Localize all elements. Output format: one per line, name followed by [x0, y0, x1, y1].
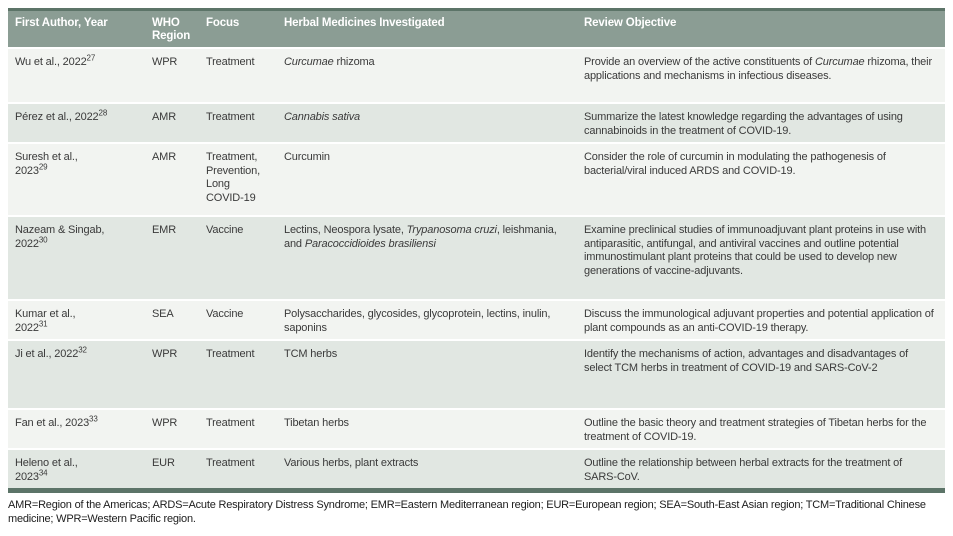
text-segment: Summarize the latest knowledge regarding the advantages of using cannabinoids in the treatment of COVID-19. — [584, 111, 903, 137]
cell-region: AMR — [145, 143, 199, 216]
text-segment: rhizoma, their applications and mechanisms in infectious diseases. — [584, 56, 932, 82]
table-row — [8, 48, 945, 103]
table-row — [8, 216, 945, 300]
cell-herbal — [277, 449, 577, 491]
text-segment: Fan et al., 2023 — [15, 417, 90, 429]
cell-objective — [577, 300, 945, 340]
header-row — [8, 10, 945, 49]
cell-focus: Treatment, Prevention, Long COVID-19 — [199, 143, 277, 216]
cell-objective — [577, 340, 945, 409]
cell-focus: Vaccine — [199, 216, 277, 300]
text-segment: Tibetan herbs — [284, 417, 349, 429]
column-header-3: Herbal Medicines Investigated — [277, 10, 577, 49]
review-table — [8, 8, 945, 493]
cell-objective — [577, 103, 945, 143]
cell-objective — [577, 449, 945, 491]
cell-objective — [577, 48, 945, 103]
cell-author — [8, 449, 145, 491]
table-header — [8, 10, 945, 49]
cell-focus: Treatment — [199, 449, 277, 491]
cell-herbal — [277, 340, 577, 409]
table-row — [8, 103, 945, 143]
column-header-2: Focus — [199, 10, 277, 49]
table-row — [8, 300, 945, 340]
citation-superscript: 30 — [38, 234, 48, 244]
cell-author — [8, 48, 145, 103]
text-segment: Provide an overview of the active constituents of — [584, 56, 815, 68]
cell-region: SEA — [145, 300, 199, 340]
text-segment: 2022 — [15, 237, 39, 250]
cell-objective — [577, 216, 945, 300]
citation-superscript: 32 — [78, 345, 87, 355]
cell-objective — [577, 143, 945, 216]
text-segment: Outline the basic theory and treatment strategies of Tibetan herbs for the treatment of COVID-19. — [584, 417, 927, 443]
text-segment: Identify the mechanisms of action, advantages and disadvantages of select TCM herbs in treatment of COVID-19 and SARS-CoV-2 — [584, 348, 908, 374]
cell-focus: Vaccine — [199, 300, 277, 340]
text-segment: Ji et al., 2022 — [15, 348, 79, 360]
citation-superscript: 27 — [86, 53, 96, 63]
text-segment: Discuss the immunological adjuvant properties and potential application of plant compounds as an anti-COVID-19 therapy. — [584, 308, 934, 334]
cell-author — [8, 340, 145, 409]
cell-focus: Treatment — [199, 340, 277, 409]
text-segment: 2022 — [15, 321, 39, 334]
citation-superscript: 34 — [38, 467, 48, 477]
cell-herbal — [277, 216, 577, 300]
table-row — [8, 143, 945, 216]
text-segment: , leishmania, and — [284, 224, 557, 250]
text-segment: Curcumin — [284, 151, 330, 163]
cell-focus: Treatment — [199, 409, 277, 449]
text-segment: Lectins, Neospora lysate, — [284, 224, 407, 236]
citation-superscript: 33 — [89, 414, 98, 424]
text-segment: rhizoma — [333, 56, 375, 68]
table-row — [8, 340, 945, 409]
cell-region: AMR — [145, 103, 199, 143]
cell-author — [8, 216, 145, 300]
citation-superscript: 31 — [38, 318, 48, 328]
table-row — [8, 409, 945, 449]
text-segment: Wu et al., 2022 — [15, 56, 87, 68]
cell-herbal — [277, 300, 577, 340]
italic-text: Trypanosoma cruzi — [406, 224, 497, 236]
cell-region: WPR — [145, 340, 199, 409]
text-segment: 2023 — [15, 470, 39, 483]
table-body — [8, 48, 945, 491]
cell-author — [8, 300, 145, 340]
cell-region: WPR — [145, 48, 199, 103]
italic-text: Paracoccidioides brasiliensi — [304, 237, 436, 250]
cell-focus: Treatment — [199, 103, 277, 143]
cell-herbal — [277, 143, 577, 216]
cell-region: EUR — [145, 449, 199, 491]
cell-author — [8, 103, 145, 143]
italic-text: Cannabis sativa — [284, 111, 361, 123]
column-header-4: Review Objective — [577, 10, 945, 49]
text-segment: Consider the role of curcumin in modulating the pathogenesis of bacterial/viral induced ARDS and COVID-19. — [584, 151, 886, 177]
cell-author — [8, 143, 145, 216]
column-header-1: WHO Region — [145, 10, 199, 49]
text-segment: Suresh et al., — [15, 151, 78, 163]
cell-herbal — [277, 409, 577, 449]
cell-herbal — [277, 103, 577, 143]
text-segment: Outline the relationship between herbal extracts for the treatment of SARS-CoV. — [584, 457, 903, 483]
text-segment: Polysaccharides, glycosides, glycoprotein, lectins, inulin, saponins — [284, 308, 551, 334]
cell-region: WPR — [145, 409, 199, 449]
table-row — [8, 449, 945, 491]
abbreviations-footnote: AMR=Region of the Americas; ARDS=Acute Respiratory Distress Syndrome; EMR=Eastern Mediterranean region; EUR=European region; SEA=South-East Asian region; TCM=Traditional Chinese medicine; WPR=Western Pacific region. — [8, 499, 926, 525]
cell-region: EMR — [145, 216, 199, 300]
text-segment: Pérez et al., 2022 — [15, 111, 99, 123]
text-segment: Various herbs, plant extracts — [284, 457, 419, 469]
text-segment: Kumar et al., — [15, 308, 76, 320]
text-segment: 2023 — [15, 164, 39, 177]
text-segment: TCM herbs — [284, 348, 338, 360]
cell-author — [8, 409, 145, 449]
cell-focus: Treatment — [199, 48, 277, 103]
italic-text: Curcumae — [284, 56, 334, 68]
column-header-0: First Author, Year — [8, 10, 145, 49]
cell-objective — [577, 409, 945, 449]
italic-text: Curcumae — [814, 56, 865, 68]
citation-superscript: 29 — [38, 161, 48, 171]
citation-superscript: 28 — [98, 108, 108, 118]
text-segment: Heleno et al., — [15, 457, 78, 469]
text-segment: Examine preclinical studies of immunoadjuvant plant proteins in use with antiparasitic, antifungal, and antiviral vaccines and outline potential immunostimulant plant proteins that could be used to develop new generations of vaccine-adjuvants. — [584, 224, 926, 277]
text-segment: Nazeam & Singab, — [15, 224, 105, 236]
cell-herbal — [277, 48, 577, 103]
